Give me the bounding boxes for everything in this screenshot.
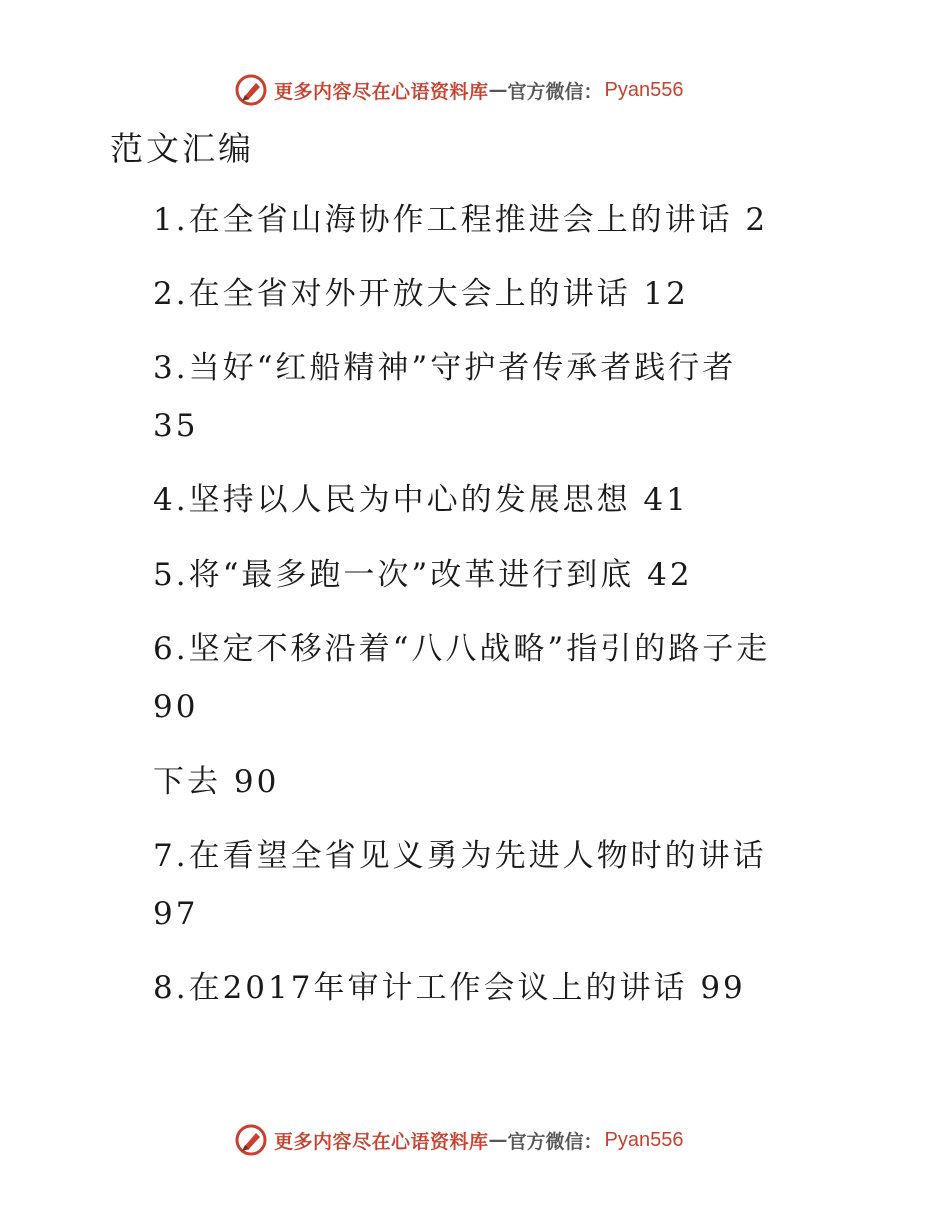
banner-wechat-label: 官方微信： [507,80,603,103]
toc-entry-6-page[interactable]: 90 [153,689,199,725]
footer-banner [234,1120,684,1160]
toc-entry-3[interactable]: 3.当好“红船精神”守护者传承者践行者 [153,350,737,386]
pen-logo-icon [234,1123,268,1157]
toc-entry-7-page[interactable]: 97 [153,896,199,932]
banner-wechat-id: Pyan556 [604,78,684,101]
toc-entry-8[interactable]: 8.在2017年审计工作会议上的讲话 99 [153,970,746,1006]
banner-text: 更多内容尽在心语资料库 [274,1130,489,1153]
page-title: 范文汇编 [110,129,254,168]
header-banner [234,70,684,110]
toc-entry-2[interactable]: 2.在全省对外开放大会上的讲话 12 [153,276,689,312]
banner-wechat-label: 官方微信： [507,1130,603,1153]
toc-entry-4[interactable]: 4.坚持以人民为中心的发展思想 41 [153,482,689,518]
banner-text: 更多内容尽在心语资料库 [274,80,489,103]
pen-logo-icon [234,73,268,107]
banner-separator: — [488,1129,508,1151]
toc-entry-3-page[interactable]: 35 [153,408,199,444]
toc-entry-6-cont[interactable]: 下去 90 [153,764,280,800]
banner-separator: — [488,79,508,101]
toc-entry-7[interactable]: 7.在看望全省见义勇为先进人物时的讲话 [153,838,767,874]
toc-entry-5[interactable]: 5.将“最多跑一次”改革进行到底 42 [153,557,693,593]
toc-entry-1[interactable]: 1.在全省山海协作工程推进会上的讲话 2 [153,202,769,238]
banner-wechat-id: Pyan556 [604,1128,684,1151]
toc-entry-6[interactable]: 6.坚定不移沿着“八八战略”指引的路子走 [153,631,771,667]
